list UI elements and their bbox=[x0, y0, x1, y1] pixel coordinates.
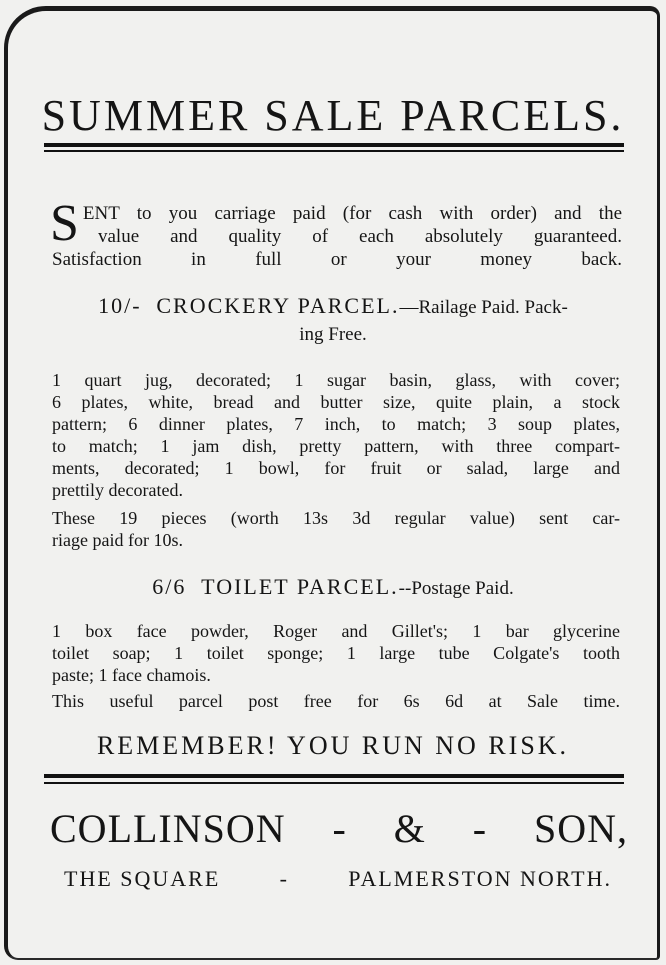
crockery-item-line: prettily decorated. bbox=[52, 480, 183, 500]
toilet-item-line: 1 box face powder, Roger and Gillet's; 1 bar glycerine bbox=[52, 621, 620, 641]
footer-rule-thin bbox=[44, 782, 624, 784]
company-ampersand: & bbox=[393, 806, 426, 851]
company-name-1: COLLINSON bbox=[50, 806, 286, 851]
crockery-item-line: ments, decorated; 1 bowl, for fruit or salad, large and bbox=[52, 458, 620, 478]
company-name-2: SON, bbox=[533, 806, 628, 851]
crockery-item-line: pattern; 6 dinner plates, 7 inch, to match; 3 soup plates, bbox=[52, 414, 620, 434]
crockery-item-line: 1 quart jug, decorated; 1 sugar basin, glass, with cover; bbox=[52, 370, 620, 390]
crockery-note-cont: ing Free. bbox=[299, 324, 367, 345]
crockery-summary-line: riage paid for 10s. bbox=[52, 530, 183, 550]
crockery-summary-line: These 19 pieces (worth 13s 3d regular value) sent car- bbox=[52, 508, 620, 528]
crockery-items bbox=[52, 369, 620, 501]
intro-line-3: Satisfaction in full or your money back. bbox=[52, 249, 622, 270]
crockery-summary bbox=[52, 507, 620, 551]
toilet-items bbox=[52, 620, 620, 686]
intro-line-2: value and quality of each absolutely guaranteed. bbox=[98, 226, 622, 247]
crockery-name: CROCKERY PARCEL. bbox=[156, 293, 400, 318]
footer-rule-thick bbox=[44, 774, 624, 778]
toilet-heading bbox=[0, 574, 666, 600]
address-separator: - bbox=[279, 866, 289, 891]
crockery-note: —Railage Paid. Pack- bbox=[399, 297, 568, 318]
toilet-summary-line: This useful parcel post free for 6s 6d at Sale time. bbox=[52, 691, 620, 711]
address-town: PALMERSTON NORTH. bbox=[348, 866, 612, 891]
toilet-note: --Postage Paid. bbox=[398, 578, 514, 599]
crockery-heading bbox=[0, 293, 666, 319]
company-name bbox=[50, 805, 628, 852]
intro-line-1: ENT to you carriage paid (for cash with order) and the bbox=[82, 203, 622, 224]
intro-paragraph bbox=[50, 195, 622, 271]
toilet-price: 6/6 bbox=[152, 574, 187, 599]
remember-tagline: REMEMBER! YOU RUN NO RISK. bbox=[96, 731, 570, 760]
advert-title: SUMMER SALE PARCELS. bbox=[41, 91, 625, 140]
toilet-item-line: toilet soap; 1 toilet sponge; 1 large tube Colgate's tooth bbox=[52, 643, 620, 663]
crockery-item-line: 6 plates, white, bread and butter size, quite plain, a stock bbox=[52, 392, 620, 412]
company-address bbox=[64, 866, 612, 892]
toilet-name: TOILET PARCEL. bbox=[201, 574, 399, 599]
crockery-price: 10/- bbox=[98, 293, 142, 318]
title-rule-thick bbox=[44, 143, 624, 147]
toilet-item-line: paste; 1 face chamois. bbox=[52, 665, 211, 685]
drop-cap: S bbox=[50, 195, 79, 252]
crockery-item-line: to match; 1 jam dish, pretty pattern, with three compart- bbox=[52, 436, 620, 456]
address-street: THE SQUARE bbox=[64, 866, 221, 891]
company-separator: - bbox=[332, 806, 347, 851]
toilet-summary bbox=[52, 690, 620, 712]
company-separator: - bbox=[472, 806, 488, 851]
title-rule-thin bbox=[44, 150, 624, 152]
